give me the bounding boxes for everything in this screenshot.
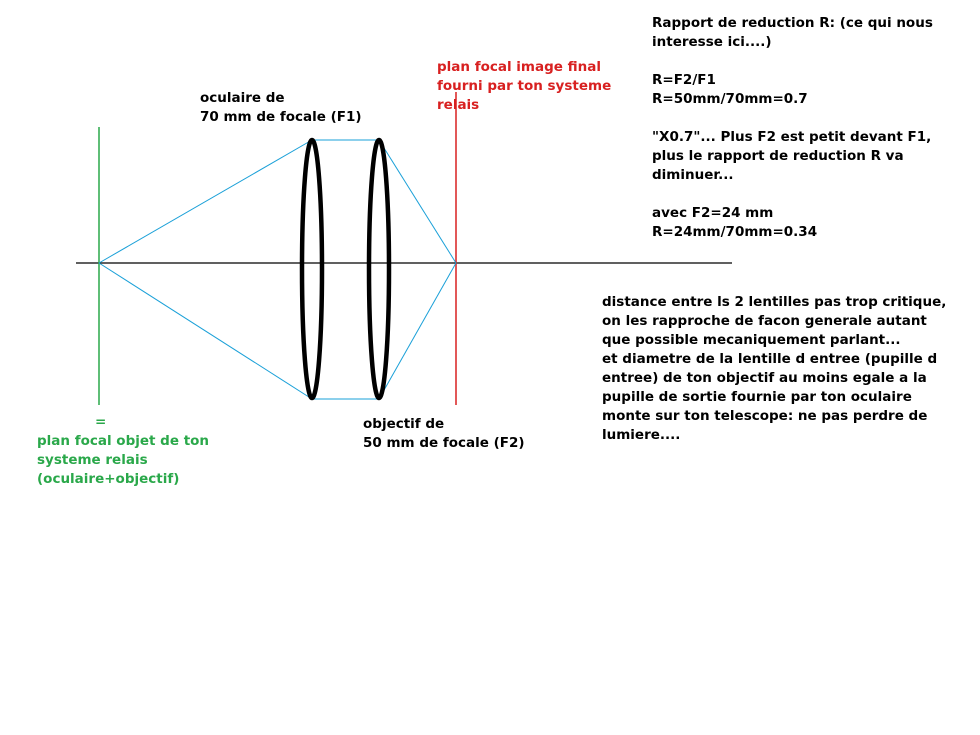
eyepiece-label-line-1: oculaire de [200,90,285,106]
objective-label-line-2: 50 mm de focale (F2) [363,435,525,451]
distance-line-1: distance entre ls 2 lentilles pas trop critique, [602,294,947,310]
rapport-title-line-1: Rapport de reduction R: (ce qui nous [652,15,933,31]
rapport-title-line-2: interesse ici....) [652,34,772,50]
distance-line-8: lumiere.... [602,427,681,443]
distance-line-6: pupille de sortie fournie par ton oculaire [602,389,912,405]
equals-sign: = [95,414,107,430]
ray-lower-in [99,263,312,399]
lens-distance-note [602,293,946,445]
distance-line-2: on les rapproche de facon generale autant [602,313,927,329]
rapport-comment-line-2: plus le rapport de reduction R va [652,148,904,164]
eyepiece-label-line-2: 70 mm de focale (F1) [200,109,362,125]
final-image-plane-label [437,58,611,115]
rapport-example-line-1: avec F2=24 mm [652,205,774,221]
rapport-comment-line-3: diminuer... [652,167,734,183]
spacer [652,185,933,204]
rapport-example-line-2: R=24mm/70mm=0.34 [652,224,818,240]
object-plane-label-line-2: systeme relais [37,452,148,468]
object-focal-plane-label [37,413,209,489]
distance-line-5: entree) de ton objectif au moins egale a la [602,370,927,386]
ray-upper-in [99,140,312,263]
distance-line-4: et diametre de la lentille d entree (pupille d [602,351,938,367]
spacer [652,52,933,71]
final-plane-label-line-1: plan focal image final [437,59,601,75]
distance-line-7: monte sur ton telescope: ne pas perdre de [602,408,928,424]
reduction-ratio-note [652,14,933,242]
final-plane-label-line-3: relais [437,97,480,113]
light-rays [99,140,456,399]
objective-label [363,415,525,453]
rapport-comment-line-1: "X0.7"... Plus F2 est petit devant F1, [652,129,932,145]
object-plane-label-line-1: plan focal objet de ton [37,433,210,449]
rapport-formula-line-1: R=F2/F1 [652,72,716,88]
eyepiece-label [200,89,362,127]
spacer [652,109,933,128]
final-plane-label-line-2: fourni par ton systeme [437,78,612,94]
rapport-formula-line-2: R=50mm/70mm=0.7 [652,91,808,107]
distance-line-3: que possible mecaniquement parlant... [602,332,901,348]
eyepiece-lens [302,140,322,398]
object-plane-label-line-3: (oculaire+objectif) [37,471,180,487]
objective-lens [369,140,389,398]
objective-label-line-1: objectif de [363,416,445,432]
